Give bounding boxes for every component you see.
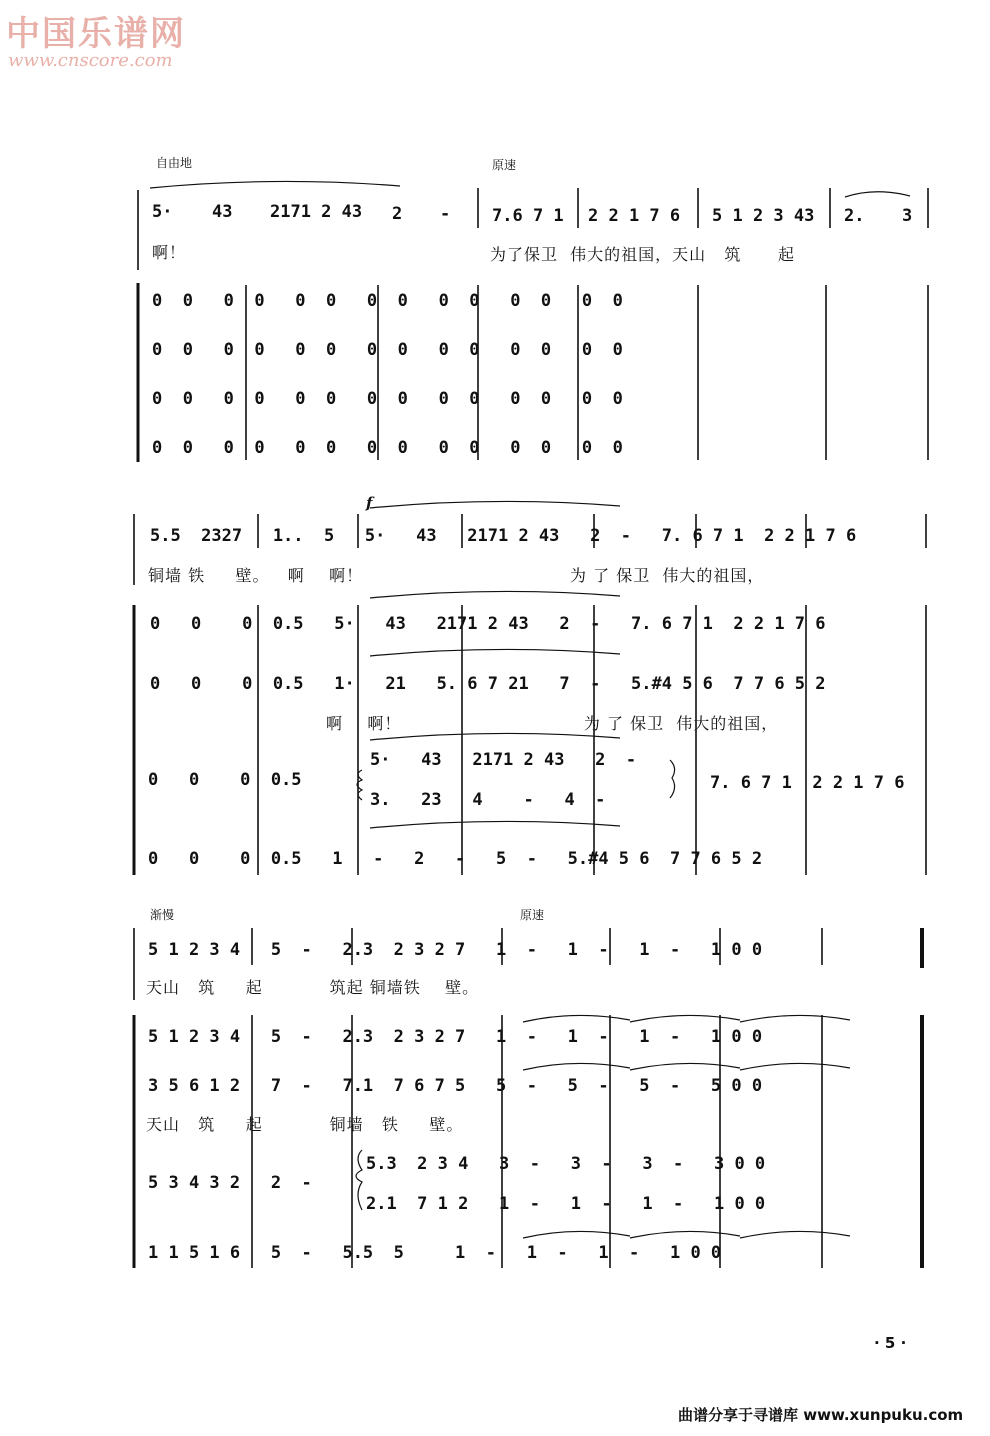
- tempo-original-1: 原速: [492, 158, 517, 172]
- voice-note: 5 1 2 3 43: [712, 206, 815, 226]
- voice-rest-dash: -: [440, 204, 451, 224]
- voice-note: 2: [392, 204, 403, 224]
- part-line: 0 0 0 0.5 1 - 2 - 5 - 5.#4 5 6 7 7 6 5 2: [148, 849, 763, 869]
- watermark-site-name: 中国乐谱网: [6, 14, 186, 54]
- lyric-line: 啊！: [152, 243, 187, 262]
- part-line: 5.3 2 3 4 3 - 3 - 3 - 3 0 0: [366, 1154, 766, 1174]
- part-line: 5 3 4 3 2 2 -: [148, 1173, 312, 1193]
- tempo-free: 自由地: [156, 156, 193, 170]
- tempo-slowing: 渐慢: [150, 908, 175, 922]
- part-line: 5 1 2 3 4 5 - 2.3 2 3 2 7 1 - 1 - 1 - 1 0 0: [148, 1027, 763, 1047]
- voice-note: 43: [212, 202, 233, 222]
- voice-note: 2 2 1 7 6: [588, 206, 681, 226]
- part-line: 1 1 5 1 6 5 - 5.5 5 1 - 1 - 1 - 1 0 0: [148, 1243, 722, 1263]
- part-line: 2.1 7 1 2 1 - 1 - 1 - 1 0 0: [366, 1194, 766, 1214]
- part-line: 3. 23 4 - 4 -: [370, 790, 606, 810]
- part-line: 0 0 0 0.5 5· 43 2171 2 43 2 - 7. 6 7 1 2 2 1 7 6: [150, 614, 826, 634]
- footer-credit: 曲谱分享于寻谱库 www.xunpuku.com: [678, 1406, 964, 1424]
- lyric-line: 为了保卫 伟大的祖国，天山 筑 起: [490, 245, 795, 264]
- lyric-line: 铜墙 铁 壁。 啊 啊！ 为 了 保卫 伟大的祖国，: [148, 566, 765, 585]
- page-number: · 5 ·: [874, 1334, 907, 1352]
- dynamic-forte: f: [366, 494, 373, 512]
- rest-row: 0 0 0 0 0 0 0 0 0 0 0 0 0 0: [152, 389, 623, 409]
- voice-note: 2171 2 43: [270, 202, 363, 222]
- tempo-original-2: 原速: [520, 908, 545, 922]
- voice-note: 3: [902, 206, 913, 226]
- voice-line: 5.5 2327 1.. 5 5· 43 2171 2 43 2 - 7. 6 7 1 2 2 1 7 6: [150, 526, 857, 546]
- lyric-line: 啊 啊！ 为 了 保卫 伟大的祖国，: [326, 714, 779, 733]
- rest-row: 0 0 0 0 0 0 0 0 0 0 0 0 0 0: [152, 291, 623, 311]
- voice-line: 5 1 2 3 4 5 - 2.3 2 3 2 7 1 - 1 - 1 - 1 0 0: [148, 940, 763, 960]
- lyric-line: 天山 筑 起 筑起 铜墙铁 壁。: [146, 978, 480, 997]
- voice-note: 5·: [152, 202, 173, 222]
- voice-note: 7.6 7 1: [492, 206, 564, 226]
- part-line: 5· 43 2171 2 43 2 -: [370, 750, 637, 770]
- watermark-url: www.cnscore.com: [8, 50, 173, 71]
- part-line: 3 5 6 1 2 7 - 7.1 7 6 7 5 5 - 5 - 5 - 5 0 0: [148, 1076, 763, 1096]
- rest-row: 0 0 0 0 0 0 0 0 0 0 0 0 0 0: [152, 340, 623, 360]
- part-line: 7. 6 7 1 2 2 1 7 6: [710, 773, 905, 793]
- rest-row: 0 0 0 0 0 0 0 0 0 0 0 0 0 0: [152, 438, 623, 458]
- lyric-line: 天山 筑 起 铜墙 铁 壁。: [146, 1115, 464, 1134]
- part-line: 0 0 0 0.5: [148, 770, 302, 790]
- voice-note: 2.: [844, 206, 865, 226]
- part-line: 0 0 0 0.5 1· 21 5. 6 7 21 7 - 5.#4 5 6 7 7 6 5 2: [150, 674, 826, 694]
